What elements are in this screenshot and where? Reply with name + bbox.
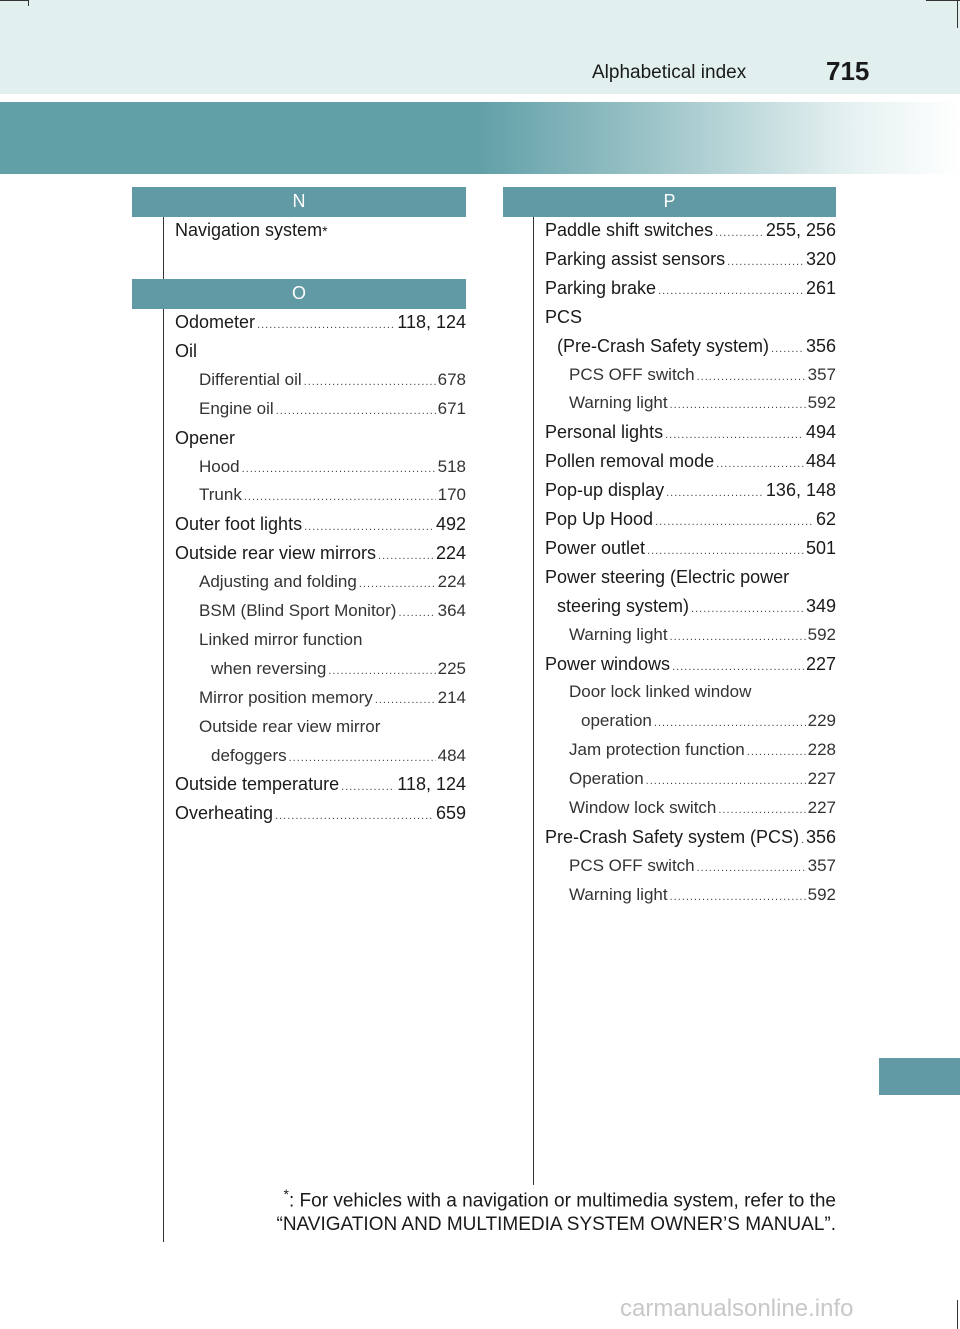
entry-label: Linked mirror function bbox=[199, 629, 363, 649]
dot-leader bbox=[691, 603, 804, 615]
crop-mark bbox=[28, 0, 29, 6]
entry-label: Engine oil bbox=[199, 398, 274, 418]
index-entry bbox=[199, 370, 466, 394]
entry-label: Outer foot lights bbox=[175, 514, 303, 535]
page-number: 715 bbox=[826, 56, 870, 86]
entry-label: Pollen removal mode bbox=[545, 451, 715, 472]
index-entry bbox=[557, 336, 836, 360]
entry-page-ref[interactable]: 118, 124 bbox=[397, 312, 466, 332]
index-entry bbox=[175, 774, 466, 798]
index-entry bbox=[199, 601, 466, 625]
entry-page-ref[interactable]: 225 bbox=[437, 658, 466, 678]
entry-label: Pre-Crash Safety system (PCS) bbox=[545, 826, 800, 847]
entry-page-ref[interactable]: 214 bbox=[437, 687, 466, 707]
entry-label: Outside rear view mirror bbox=[199, 716, 381, 736]
index-entry bbox=[199, 457, 466, 481]
dot-leader bbox=[304, 376, 436, 388]
entry-label: Parking brake bbox=[545, 277, 657, 298]
crop-mark bbox=[957, 0, 958, 28]
entry-page-ref[interactable]: 357 bbox=[807, 855, 836, 875]
index-entry bbox=[545, 422, 836, 446]
index-entry bbox=[211, 659, 466, 683]
entry-page-ref[interactable]: 170 bbox=[437, 485, 466, 505]
index-entry bbox=[199, 572, 466, 596]
entry-page-ref[interactable]: 320 bbox=[805, 248, 836, 269]
entry-label: (Pre-Crash Safety system) bbox=[557, 335, 770, 356]
index-entry bbox=[199, 630, 466, 654]
index-entry bbox=[175, 803, 466, 827]
index-entry bbox=[557, 596, 836, 620]
index-entry bbox=[175, 428, 466, 452]
column-rule bbox=[163, 217, 164, 279]
index-entry bbox=[175, 220, 466, 244]
index-entry bbox=[211, 746, 466, 770]
dot-leader bbox=[670, 891, 806, 903]
footnote-mark: * bbox=[283, 1186, 289, 1202]
index-entry bbox=[569, 365, 836, 389]
entry-label: Power outlet bbox=[545, 537, 646, 558]
entry-label: Adjusting and folding bbox=[199, 572, 357, 592]
dot-leader bbox=[771, 343, 804, 355]
entry-label: Hood bbox=[199, 456, 240, 476]
index-entry bbox=[569, 885, 836, 909]
index-entry bbox=[545, 827, 836, 851]
index-entry bbox=[545, 567, 836, 591]
dot-leader bbox=[727, 256, 804, 268]
dot-leader bbox=[670, 631, 806, 643]
asterisk-mark: * bbox=[322, 223, 328, 239]
footnote-line-1 bbox=[180, 1186, 836, 1212]
entry-page-ref[interactable]: 484 bbox=[437, 745, 466, 765]
dot-leader bbox=[304, 521, 434, 533]
dot-leader bbox=[655, 516, 814, 528]
entry-label: Jam protection function bbox=[569, 740, 745, 760]
entry-label: Warning light bbox=[569, 884, 668, 904]
index-entry bbox=[175, 543, 466, 567]
index-entry bbox=[545, 538, 836, 562]
column-rule bbox=[533, 217, 534, 1185]
entry-label: Mirror position memory bbox=[199, 687, 373, 707]
dot-leader bbox=[328, 665, 435, 677]
section-head-o: O bbox=[132, 279, 466, 309]
entry-page-ref[interactable]: 224 bbox=[437, 572, 466, 592]
dot-leader bbox=[275, 810, 434, 822]
entry-page-ref[interactable]: 227 bbox=[807, 798, 836, 817]
entry-page-ref[interactable]: 118, 124 bbox=[397, 774, 466, 795]
entry-label: Overheating bbox=[175, 803, 274, 824]
crop-mark bbox=[926, 0, 960, 1]
entry-page-ref[interactable]: 224 bbox=[435, 543, 466, 564]
watermark: carmanualsonline.info bbox=[620, 1295, 854, 1322]
index-entry bbox=[545, 480, 836, 504]
entry-page-ref[interactable]: 592 bbox=[807, 884, 836, 904]
entry-label: Warning light bbox=[569, 393, 668, 413]
index-entry bbox=[569, 798, 836, 822]
dot-leader bbox=[647, 545, 804, 557]
entry-label: Pop Up Hood bbox=[545, 509, 654, 529]
entry-page-ref[interactable]: 356 bbox=[805, 826, 836, 847]
dot-leader bbox=[697, 862, 806, 874]
entry-page-ref[interactable]: 484 bbox=[805, 451, 836, 472]
entry-label: PCS OFF switch bbox=[569, 855, 695, 875]
index-entry bbox=[569, 856, 836, 880]
entry-page-ref[interactable]: 492 bbox=[435, 514, 466, 535]
entry-page-ref[interactable]: 518 bbox=[437, 456, 466, 476]
entry-page-ref[interactable]: 671 bbox=[437, 398, 466, 418]
entry-label: Navigation system bbox=[175, 220, 323, 240]
entry-label: Warning light bbox=[569, 624, 668, 644]
entry-page-ref[interactable]: 357 bbox=[807, 364, 836, 384]
entry-page-ref[interactable]: 227 bbox=[807, 769, 836, 789]
entry-label: Power windows bbox=[545, 653, 671, 674]
dot-leader bbox=[654, 717, 806, 729]
dot-leader bbox=[257, 319, 395, 331]
entry-page-ref[interactable]: 229 bbox=[807, 711, 836, 731]
dot-leader bbox=[276, 405, 436, 417]
dot-leader bbox=[672, 661, 804, 673]
index-entry bbox=[569, 682, 836, 706]
footnote-text: : For vehicles with a navigation or multimedia system, refer to the bbox=[288, 1190, 836, 1212]
entry-label: defoggers bbox=[211, 745, 287, 765]
index-entry bbox=[569, 740, 836, 764]
index-entry bbox=[569, 625, 836, 649]
dot-leader bbox=[244, 491, 436, 503]
dot-leader bbox=[715, 227, 764, 239]
header-gradient-bar bbox=[0, 102, 960, 174]
entry-label: Differential oil bbox=[199, 369, 302, 389]
entry-label: when reversing bbox=[211, 658, 327, 678]
entry-label: BSM (Blind Sport Monitor) bbox=[199, 601, 397, 620]
entry-label: Parking assist sensors bbox=[545, 248, 726, 269]
dot-leader bbox=[341, 781, 395, 793]
index-entry bbox=[175, 514, 466, 538]
index-entry bbox=[199, 717, 466, 741]
index-entry bbox=[545, 654, 836, 678]
entry-label: Odometer bbox=[175, 312, 256, 332]
dot-leader bbox=[646, 775, 806, 787]
entry-page-ref[interactable]: 494 bbox=[805, 422, 836, 443]
index-entry bbox=[199, 485, 466, 509]
index-entry bbox=[175, 312, 466, 336]
entry-label: Door lock linked window bbox=[569, 682, 752, 702]
section-head-n: N bbox=[132, 187, 466, 217]
entry-page-ref[interactable]: 592 bbox=[807, 624, 836, 644]
entry-label: Opener bbox=[175, 427, 236, 448]
dot-leader bbox=[670, 399, 806, 411]
entry-page-ref[interactable]: 356 bbox=[805, 335, 836, 356]
dot-leader bbox=[665, 429, 804, 441]
index-entry bbox=[175, 341, 466, 365]
entry-label: Trunk bbox=[199, 485, 242, 505]
entry-label: Window lock switch bbox=[569, 798, 717, 817]
entry-page-ref[interactable]: 678 bbox=[437, 369, 466, 389]
entry-page-ref[interactable]: 659 bbox=[435, 803, 466, 824]
dot-leader bbox=[289, 752, 436, 764]
crop-mark bbox=[957, 1300, 958, 1329]
index-entry bbox=[545, 509, 836, 533]
entry-page-ref[interactable]: 255, 256 bbox=[765, 220, 836, 240]
index-entry bbox=[545, 307, 836, 331]
section-head-p: P bbox=[503, 187, 836, 217]
entry-label: PCS OFF switch bbox=[569, 364, 695, 384]
entry-label: Paddle shift switches bbox=[545, 220, 714, 240]
index-entry bbox=[569, 769, 836, 793]
entry-label: Pop-up display bbox=[545, 480, 665, 501]
thumb-index-tab bbox=[879, 1058, 960, 1095]
entry-page-ref[interactable]: 501 bbox=[805, 537, 836, 558]
index-entry bbox=[581, 711, 836, 735]
index-entry bbox=[545, 220, 836, 244]
index-entry bbox=[545, 451, 836, 475]
dot-leader bbox=[718, 804, 805, 816]
index-entry bbox=[199, 399, 466, 423]
page-title: Alphabetical index bbox=[592, 62, 747, 83]
entry-page-ref[interactable]: 364 bbox=[437, 601, 466, 620]
dot-leader bbox=[375, 694, 436, 706]
dot-leader bbox=[747, 746, 806, 758]
entry-label: operation bbox=[581, 711, 652, 731]
header-band bbox=[0, 0, 960, 94]
entry-label: Oil bbox=[175, 340, 197, 361]
entry-label: Operation bbox=[569, 769, 644, 789]
dot-leader bbox=[697, 371, 806, 383]
entry-label: Power steering (Electric power bbox=[545, 566, 790, 587]
entry-page-ref[interactable]: 62 bbox=[815, 509, 836, 529]
dot-leader bbox=[801, 834, 804, 846]
index-entry bbox=[569, 393, 836, 417]
entry-label: steering system) bbox=[557, 595, 690, 616]
entry-page-ref[interactable]: 228 bbox=[807, 740, 836, 760]
dot-leader bbox=[359, 578, 436, 590]
dot-leader bbox=[378, 550, 434, 562]
dot-leader bbox=[398, 607, 435, 619]
entry-label: Personal lights bbox=[545, 422, 664, 443]
dot-leader bbox=[716, 458, 804, 470]
dot-leader bbox=[658, 285, 804, 297]
footnote-line-2: “NAVIGATION AND MULTIMEDIA SYSTEM OWNER’S MANUAL”. bbox=[276, 1214, 836, 1235]
entry-page-ref[interactable]: 349 bbox=[805, 595, 836, 616]
dot-leader bbox=[242, 463, 436, 475]
index-entry bbox=[545, 249, 836, 273]
index-entry bbox=[199, 688, 466, 712]
index-entry bbox=[545, 278, 836, 302]
entry-label: PCS bbox=[545, 306, 583, 327]
column-rule bbox=[163, 309, 164, 1242]
entry-page-ref[interactable]: 227 bbox=[805, 653, 836, 674]
entry-page-ref[interactable]: 592 bbox=[807, 393, 836, 413]
entry-page-ref[interactable]: 261 bbox=[805, 277, 836, 298]
entry-page-ref[interactable]: 136, 148 bbox=[765, 480, 836, 501]
crop-mark bbox=[0, 0, 28, 1]
dot-leader bbox=[666, 487, 764, 499]
entry-label: Outside temperature bbox=[175, 774, 340, 795]
entry-label: Outside rear view mirrors bbox=[175, 543, 377, 564]
